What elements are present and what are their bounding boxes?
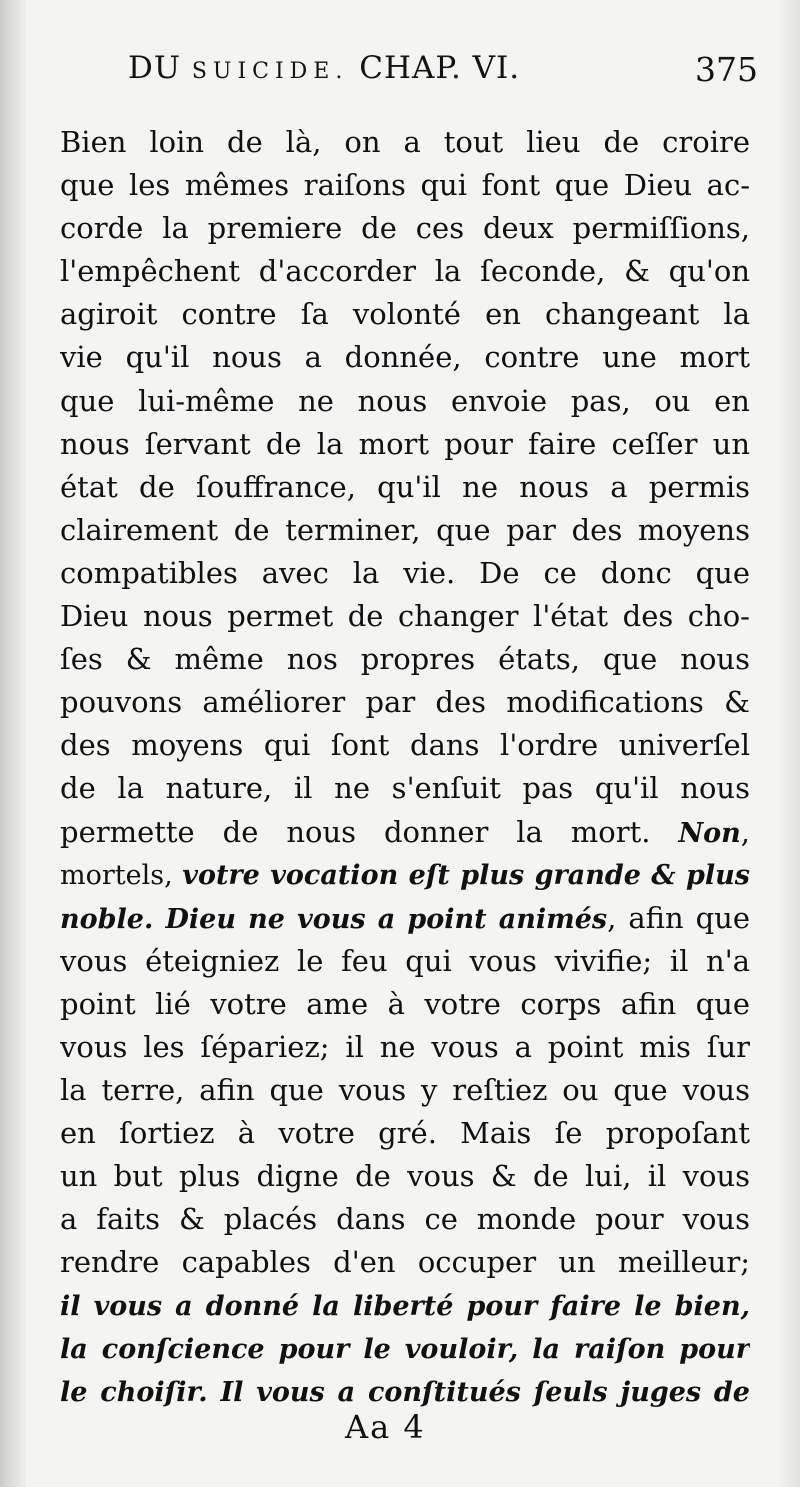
text-segment: mortels, — [60, 859, 183, 891]
italic-segment: noble. Dieu ne vous a point animés — [60, 903, 608, 935]
running-title-prefix: DU — [128, 50, 192, 86]
text-line: vous éteigniez le feu qui vous vivifie; il n'a — [60, 943, 750, 978]
text-line — [60, 854, 750, 897]
text-line: Bien loin de là, on a tout lieu de croire — [60, 125, 750, 159]
text-line: rendre capables d'en occuper un meilleur; — [60, 1245, 750, 1280]
running-title-chapter: CHAP. VI. — [348, 50, 521, 86]
text-line: agiroit contre ſa volonté en changeant la — [60, 297, 750, 332]
page-header — [128, 50, 758, 98]
text-line: Dieu nous permet de changer l'état des cho- — [60, 599, 750, 634]
text-line: il vous a donné la liberté pour faire le bien, — [60, 1290, 750, 1322]
italic-segment: votre vocation eſt plus grande & plus — [182, 859, 750, 891]
text-line: corde la premiere de ces deux permiſſions, — [60, 211, 750, 246]
running-title — [128, 50, 520, 86]
text-line: l'empêchent d'accorder la ſeconde, & qu'on — [60, 254, 750, 289]
text-line: la terre, afin que vous y reſtiez ou que vous — [60, 1073, 750, 1108]
text-line: nous ſervant de la mort pour faire ceſſer un — [60, 426, 750, 461]
text-line: la conſcience pour le vouloir, la raiſon pour — [60, 1333, 750, 1365]
text-line: état de ſouffrance, qu'il ne nous a permis — [60, 469, 750, 504]
text-line: que les mêmes raiſons qui font que Dieu ac- — [60, 168, 750, 203]
text-segment: , — [740, 814, 750, 849]
page-gutter-shadow — [0, 0, 26, 1487]
text-line: a faits & placés dans ce monde pour vous — [60, 1202, 750, 1237]
italic-segment: Non — [678, 817, 741, 849]
text-line: le choiſir. Il vous a conſtitués ſeuls juges de — [60, 1376, 750, 1408]
body-text — [60, 121, 750, 1414]
text-line: ſes & même nos propres états, que nous — [60, 642, 750, 677]
page-number: 375 — [695, 50, 758, 89]
text-line: pouvons améliorer par des modifications & — [60, 685, 750, 720]
text-line: compatibles avec la vie. De ce donc que — [60, 555, 750, 590]
text-line: en ſortiez à votre gré. Mais ſe propoſant — [60, 1116, 750, 1151]
text-line — [60, 897, 750, 940]
text-line: clairement de terminer, que par des moyens — [60, 512, 750, 547]
text-segment: permette de nous donner la mort. — [60, 814, 679, 849]
page-edge-shadow — [778, 0, 800, 1487]
signature-mark: Aa 4 — [345, 1408, 426, 1446]
text-segment: , afin que — [607, 900, 750, 935]
text-line: point lié votre ame à votre corps afin que — [60, 986, 750, 1021]
running-title-subject: SUICIDE. — [191, 59, 349, 84]
text-line: vous les ſépariez; il ne vous a point mis ſur — [60, 1029, 750, 1064]
text-line — [60, 811, 750, 854]
text-line: que lui-même ne nous envoie pas, ou en — [60, 383, 750, 418]
text-line: de la nature, il ne s'enſuit pas qu'il nous — [60, 771, 750, 806]
text-line: des moyens qui ſont dans l'ordre univerſel — [60, 728, 750, 763]
text-line: un but plus digne de vous & de lui, il vous — [60, 1159, 750, 1194]
text-line: vie qu'il nous a donnée, contre une mort — [60, 340, 750, 375]
